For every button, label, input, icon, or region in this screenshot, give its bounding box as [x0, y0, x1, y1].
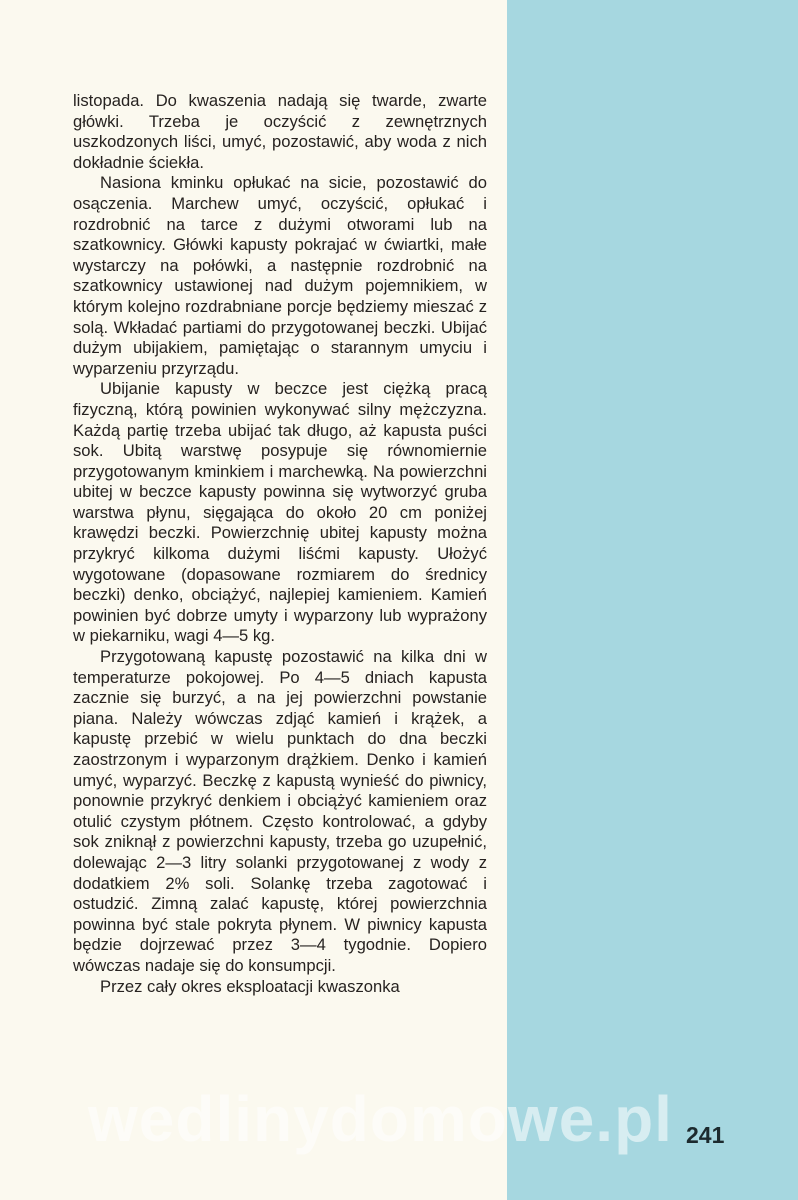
- watermark: wedlinydomowe.pl: [88, 1083, 673, 1155]
- paragraph-3: Ubijanie kapusty w beczce jest ciężką pracą fizyczną, którą powinien wykonywać silny mężczyzna. Każdą partię trzeba ubijać tak długo, aż kapusta puści sok. Ubitą warstwę posypuje się równomiernie przygotowanym kminkiem i marchewką. Na powierzchni ubitej w beczce kapusty powinna się wytworzyć gruba warstwa płynu, sięgająca do około 20 cm poniżej krawędzi beczki. Powierzchnię ubitej kapusty można przykryć kilkoma dużymi liśćmi kapusty. Ułożyć wygotowane (dopasowane rozmiarem do średnicy beczki) denko, obciążyć, najlepiej kamieniem. Kamień powinien być dobrze umyty i wyparzony lub wyprażony w piekarniku, wagi 4—5 kg.: [73, 379, 487, 646]
- paragraph-2: Nasiona kminku opłukać na sicie, pozostawić do osączenia. Marchew umyć, oczyścić, opłukać i rozdrobnić na tarce z dużymi otworami lub na szatkownicy. Główki kapusty pokrajać w ćwiartki, małe wystarczy na połówki, a następnie rozdrobnić na szatkownicy ustawionej nad dużym pojemnikiem, w którym kolejno rozdrabniane porcje będziemy mieszać z solą. Wkładać partiami do przygotowanej beczki. Ubijać dużym ubijakiem, pamiętając o starannym umyciu i wyparzeniu przyrządu.: [73, 173, 487, 378]
- page-number: 241: [686, 1122, 725, 1148]
- decorative-side-band: [507, 0, 798, 1200]
- paragraph-1: listopada. Do kwaszenia nadają się twarde, zwarte główki. Trzeba je oczyścić z zewnętrznych uszkodzonych liści, umyć, pozostawić, aby woda z nich dokładnie ściekła.: [73, 91, 487, 172]
- paragraph-5: Przez cały okres eksploatacji kwaszonka: [100, 976, 400, 996]
- body-text: [73, 91, 487, 997]
- paragraph-4: Przygotowaną kapustę pozostawić na kilka dni w temperaturze pokojowej. Po 4—5 dniach kapusta zacznie się burzyć, a na jej powierzchni powstanie piana. Należy wówczas zdjąć kamień i krążek, a kapustę przebić w wielu punktach do dna beczki zaostrzonym i wyparzonym drążkiem. Denko i kamień umyć, wyparzyć. Beczkę z kapustą wynieść do piwnicy, ponownie przykryć denkiem i obciążyć kamieniem oraz otulić czystym płótnem. Często kontrolować, a gdyby sok zniknął z powierzchni kapusty, trzeba go uzupełnić, dolewając 2—3 litry solanki przygotowanej z wody z dodatkiem 2% soli. Solankę trzeba zagotować i ostudzić. Zimną zalać kapustę, której powierzchnia powinna być stale pokryta płynem. W piwnicy kapusta będzie dojrzewać przez 3—4 tygodnie. Dopiero wówczas nadaje się do konsumpcji.: [73, 647, 487, 975]
